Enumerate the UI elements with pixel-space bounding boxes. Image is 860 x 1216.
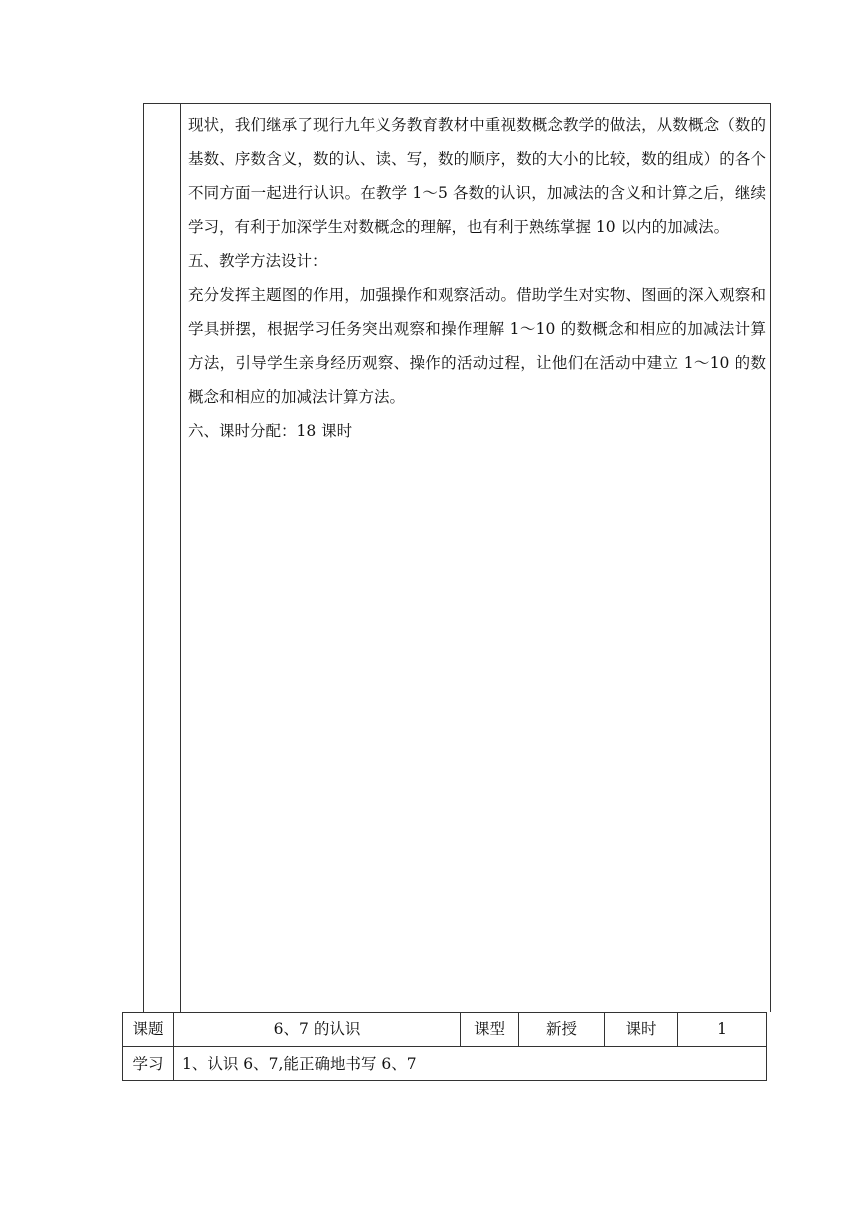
paragraph-teaching-method: 充分发挥主题图的作用，加强操作和观察活动。借助学生对实物、图画的深入观察和学具拼摆，根据学习任务突出观察和操作理解 1～10 的数概念和相应的加减法计算方法，引导学生亲身经历观察、操作的活动过程，让他们在活动中建立 1～10 的数概念和相应的加减法计算方法。 — [188, 286, 766, 406]
type-label: 课型 — [473, 1020, 505, 1038]
hours-label: 课时 — [625, 1020, 657, 1038]
section-heading-6: 六、课时分配：18 课时 — [188, 422, 353, 440]
upper-table-inner-divider — [180, 103, 181, 1012]
lesson-table-right-border — [766, 1012, 767, 1081]
topic-label: 课题 — [132, 1020, 164, 1038]
topic-value: 6、7 的认识 — [273, 1020, 361, 1038]
upper-table-top-border — [143, 103, 771, 104]
study-value: 1、认识 6、7,能正确地书写 6、7 — [182, 1055, 417, 1073]
section-heading-5: 五、教学方法设计： — [188, 252, 328, 270]
study-label: 学习 — [132, 1055, 164, 1073]
document-body — [188, 108, 766, 448]
upper-table-left-border — [143, 103, 144, 1012]
paragraph-status: 现状，我们继承了现行九年义务教育教材中重视数概念教学的做法，从数概念（数的基数、序数含义，数的认、读、写，数的顺序，数的大小的比较，数的组成）的各个不同方面一起进行认识。在教学 1～5 各数的认识，加减法的含义和计算之后，继续学习，有利于加深学生对数概念的理解，也有利于熟练掌握 10 以内的加减法。 — [188, 116, 766, 236]
hours-value: 1 — [717, 1020, 727, 1038]
type-value: 新授 — [545, 1020, 577, 1038]
upper-table-right-border — [770, 103, 771, 1012]
